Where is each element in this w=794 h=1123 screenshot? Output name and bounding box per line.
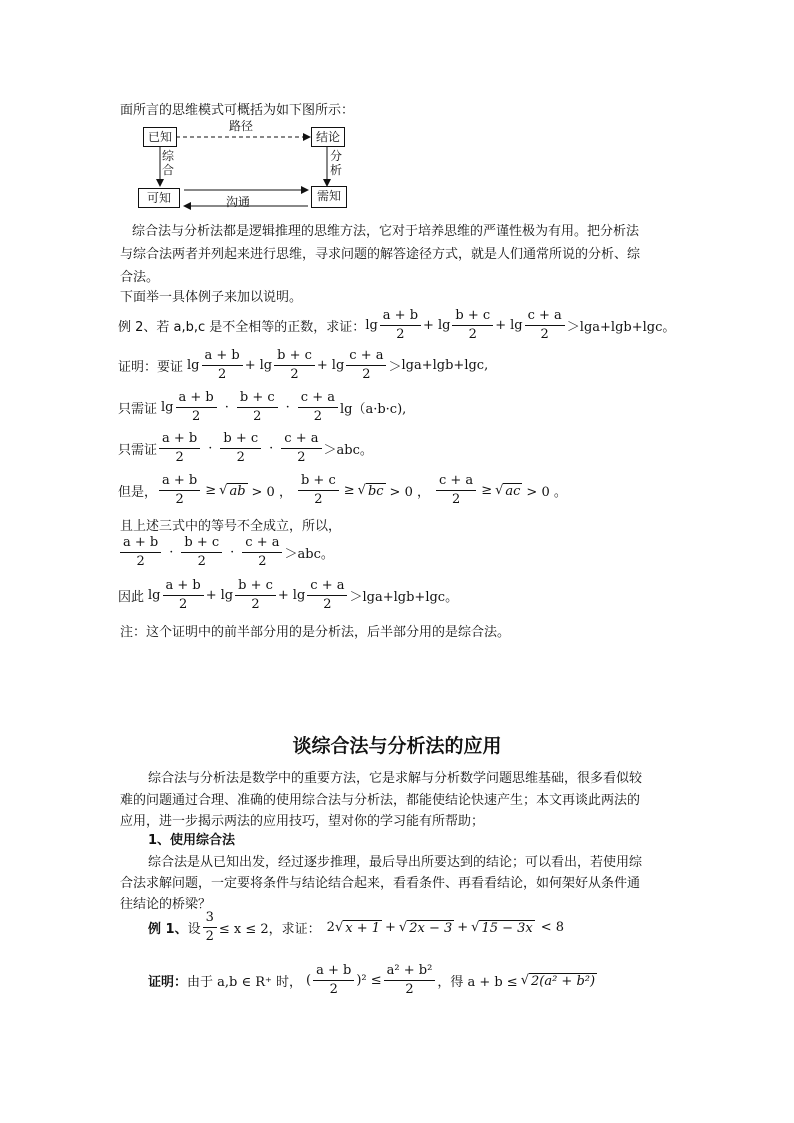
lg-text: lg xyxy=(510,318,523,333)
frac-num: a² + b² xyxy=(384,963,436,981)
frac-num: b + c xyxy=(220,431,261,449)
lg-text: lg xyxy=(220,588,234,603)
ex2-need2-line xyxy=(118,431,373,466)
frac-num: b + c xyxy=(235,578,276,596)
fraction-ca xyxy=(281,431,321,466)
but-text: 但是， xyxy=(118,485,158,500)
fraction-ab xyxy=(380,308,421,343)
proof-label: 证明： xyxy=(148,975,188,990)
s2-para2-line3: 往结论的桥梁？ xyxy=(120,897,212,912)
frac-den: 2 xyxy=(136,554,145,569)
fraction-ab xyxy=(159,473,200,508)
sqrt-x-plus-1: x + 1 xyxy=(345,920,381,936)
sqrt-2x-minus-3: 2x − 3 xyxy=(409,920,453,936)
frac-num: c + a xyxy=(346,348,386,366)
frac-num: a + b xyxy=(163,578,204,596)
fraction-bc xyxy=(237,390,278,425)
ex1-range: ≤ x ≤ 2，求证： xyxy=(218,922,321,937)
frac-num: a + b xyxy=(159,473,200,491)
frac-num: a + b xyxy=(159,431,200,449)
ex2-and-line: 且上述三式中的等号不全成立，所以， xyxy=(120,519,342,534)
ex2-note: 注：这个证明中的前半部分用的是分析法，后半部分用的是综合法。 xyxy=(120,625,511,640)
lg-text: lg xyxy=(148,588,161,603)
fraction-bc xyxy=(298,473,339,508)
s2-para1-line1: 综合法与分析法是数学中的重要方法，它是求解与分析数学问题思维基础，很多看似较 xyxy=(148,771,643,786)
lg-text: lg xyxy=(331,358,345,373)
gt-sign: ＞ xyxy=(388,360,402,375)
s2-para1-line3: 应用，进一步揭示两法的应用技巧，望对你的学习能有所帮助； xyxy=(120,814,485,829)
lt-8: < 8 xyxy=(540,920,565,935)
therefore-text: 因此 xyxy=(118,590,145,605)
abc-text: abc。 xyxy=(336,443,373,458)
rhs-text: lga+lgb+lgc。 xyxy=(362,590,459,605)
frac-den: 2 xyxy=(175,492,184,507)
frac-den: 2 xyxy=(297,450,306,465)
frac-den: 2 xyxy=(451,492,461,507)
need2-prefix: 只需证 xyxy=(118,443,158,458)
dot-sign: · xyxy=(230,545,235,560)
sqrt-ac: ac xyxy=(505,483,521,499)
frac-den: 2 xyxy=(178,597,188,612)
frac-num: b + c xyxy=(237,390,278,408)
frac-den: 2 xyxy=(396,327,405,342)
intro-text: 面所言的思维模式可概括为如下图所示： xyxy=(120,103,355,118)
plus-sign: + xyxy=(423,318,434,333)
box-known: 已知 xyxy=(143,127,177,147)
sqrt-sign: √ xyxy=(334,920,344,935)
fraction-ab xyxy=(120,535,161,570)
fraction-sum-squares xyxy=(384,963,436,998)
lg-text: lg xyxy=(187,358,200,373)
plus-sign: + xyxy=(205,588,217,603)
fraction-bc xyxy=(181,535,222,570)
para1-line2: 与综合法两者并列起来进行思维，寻求问题的解答途径方式，就是人们通常所说的分析、综 xyxy=(120,247,641,262)
frac-num: a + b xyxy=(313,963,354,981)
ex1-label: 例 1、 xyxy=(148,922,188,937)
fraction-ca xyxy=(346,348,386,383)
frac-num: a + b xyxy=(202,348,243,366)
frac-den: 2 xyxy=(191,409,201,424)
frac-num: b + c xyxy=(181,535,222,553)
gt-sign: ＞ xyxy=(284,547,298,562)
proof-prefix: 证明：要证 xyxy=(118,360,184,375)
plus-sign: + xyxy=(277,588,289,603)
ex1-proof xyxy=(148,963,597,998)
frac-num: c + a xyxy=(436,473,476,491)
lg-text: lg xyxy=(161,400,174,415)
frac-num: c + a xyxy=(281,431,321,449)
fraction-three-halves xyxy=(203,910,217,945)
sqrt-15-minus-3x: 15 − 3x xyxy=(481,920,533,936)
need1-prefix: 只需证 xyxy=(118,402,158,417)
coef-2: 2 xyxy=(326,920,335,935)
fraction-bc xyxy=(452,308,493,343)
need1-rhs: lg（a·b·c), xyxy=(339,402,407,417)
geq-sign: ≥ xyxy=(343,483,355,498)
frac-den: 2 xyxy=(290,367,299,382)
frac-num: b + c xyxy=(298,473,339,491)
para1-line3: 合法。 xyxy=(120,270,160,285)
ex1-set: 设 xyxy=(187,922,201,937)
frac-den: 2 xyxy=(540,327,549,342)
frac-den: 2 xyxy=(251,597,260,612)
rhs-text: lga+lgb+lgc。 xyxy=(579,320,676,335)
lg-text: lg xyxy=(292,588,306,603)
s2-para2-line1: 综合法是从已知出发，经过逐步推理，最后导出所要达到的结论；可以看出，若使用综 xyxy=(148,855,643,870)
sqrt-sign: √ xyxy=(520,973,529,988)
frac-den: 2 xyxy=(405,982,414,997)
lparen: ( xyxy=(306,973,312,988)
fraction-a-plus-b-over-2 xyxy=(313,963,354,998)
proof-text: 由于 a,b ∈ R⁺ 时， xyxy=(187,975,303,990)
frac-num: b + c xyxy=(274,348,315,366)
frac-num: c + a xyxy=(298,390,338,408)
frac-num: a + b xyxy=(176,390,217,408)
frac-den: 2 xyxy=(329,982,338,997)
frac-den: 2 xyxy=(468,327,477,342)
box-needed: 需知 xyxy=(311,186,347,208)
dot-sign: · xyxy=(224,400,229,415)
gt0-text: > 0 ， xyxy=(251,485,292,500)
plus-sign: + xyxy=(316,358,328,373)
sqrt-final: 2(a² + b²) xyxy=(531,973,596,989)
fraction-ab xyxy=(176,390,217,425)
gt-sign: ＞ xyxy=(323,443,337,458)
label-synthesis: 综合 xyxy=(162,149,175,177)
geq-sign: ≥ xyxy=(481,483,493,498)
sqrt-sign: √ xyxy=(471,920,480,935)
fraction-ca xyxy=(242,535,282,570)
ex2-proof-line xyxy=(118,348,488,383)
ex2-need1-line xyxy=(118,390,406,425)
frac-num: b + c xyxy=(452,308,493,326)
frac-den: 2 xyxy=(197,554,206,569)
dot-sign: · xyxy=(169,545,174,560)
frac-num: 3 xyxy=(203,910,217,928)
fraction-ca xyxy=(436,473,476,508)
sqrt-sign: √ xyxy=(219,483,228,498)
lg-text: lg xyxy=(437,318,451,333)
section-title: 谈综合法与分析法的应用 xyxy=(292,735,502,757)
abc-text: abc。 xyxy=(297,547,334,562)
ex2-product-line xyxy=(118,535,334,570)
sqrt-sign: √ xyxy=(357,483,366,498)
plus-sign: + xyxy=(457,920,469,935)
ex1-statement xyxy=(148,910,564,945)
para2-line: 下面举一具体例子来加以说明。 xyxy=(120,290,303,305)
s2-para2-line2: 合法求解问题，一定要将条件与结论结合起来，看看条件、再看看结论，如何架好从条件通 xyxy=(120,876,641,891)
fraction-bc xyxy=(235,578,276,613)
gt0-text: > 0 ， xyxy=(389,485,430,500)
label-path: 路径 xyxy=(229,119,254,133)
label-analysis: 分析 xyxy=(330,149,343,177)
lg-text: lg xyxy=(259,358,273,373)
lg-text: lg xyxy=(365,318,378,333)
frac-den: 2 xyxy=(175,450,184,465)
fraction-ab xyxy=(202,348,243,383)
box-knowable: 可知 xyxy=(138,188,180,208)
frac-den: 2 xyxy=(362,367,371,382)
rhs-text: lga+lgb+lgc, xyxy=(401,358,489,373)
fraction-ca xyxy=(298,390,338,425)
ex2-statement xyxy=(118,308,675,343)
sqrt-sign: √ xyxy=(398,920,408,935)
fraction-ab xyxy=(163,578,204,613)
geq-sign: ≥ xyxy=(205,483,217,498)
para1-line1: 综合法与分析法都是逻辑推理的思维方法，它对于培养思维的严谨性极为有用。把分析法 xyxy=(132,224,640,239)
frac-num: c + a xyxy=(307,578,347,596)
frac-num: c + a xyxy=(525,308,565,326)
ex2-but-line xyxy=(118,473,567,508)
get-text: ，得 a + b ≤ xyxy=(437,975,518,990)
heading-use-synthesis: 1、使用综合法 xyxy=(148,833,236,848)
frac-den: 2 xyxy=(314,492,323,507)
frac-den: 2 xyxy=(253,409,262,424)
gt0-text: > 0 。 xyxy=(526,485,567,500)
plus-sign: + xyxy=(244,358,256,373)
frac-num: c + a xyxy=(242,535,282,553)
fraction-ab xyxy=(159,431,200,466)
plus-sign: + xyxy=(495,318,507,333)
fraction-ca xyxy=(307,578,347,613)
frac-den: 2 xyxy=(258,554,267,569)
rparen-squared: )² ≤ xyxy=(356,973,382,988)
ex2-prefix: 例 2、若 a,b,c 是不全相等的正数，求证： xyxy=(118,320,366,335)
frac-num: a + b xyxy=(120,535,161,553)
frac-num: a + b xyxy=(380,308,421,326)
frac-den: 2 xyxy=(205,929,214,944)
frac-den: 2 xyxy=(217,367,227,382)
fraction-bc xyxy=(274,348,315,383)
label-communicate: 沟通 xyxy=(226,195,251,209)
frac-den: 2 xyxy=(236,450,245,465)
sqrt-sign: √ xyxy=(495,483,504,498)
dot-sign: · xyxy=(285,400,290,415)
ex2-therefore-line xyxy=(118,578,458,613)
fraction-ca xyxy=(525,308,565,343)
sqrt-ab: ab xyxy=(229,483,246,499)
plus-sign: + xyxy=(385,920,396,935)
gt-sign: ＞ xyxy=(566,320,580,335)
s2-para1-line2: 难的问题通过合理、准确的使用综合法与分析法，都能使结论快速产生；本文再谈此两法的 xyxy=(120,793,641,808)
dot-sign: · xyxy=(269,441,274,456)
dot-sign: · xyxy=(208,441,213,456)
frac-den: 2 xyxy=(323,597,332,612)
sqrt-bc: bc xyxy=(367,483,384,499)
frac-den: 2 xyxy=(313,409,323,424)
fraction-bc xyxy=(220,431,261,466)
gt-sign: ＞ xyxy=(349,590,363,605)
box-conclusion: 结论 xyxy=(311,127,345,147)
